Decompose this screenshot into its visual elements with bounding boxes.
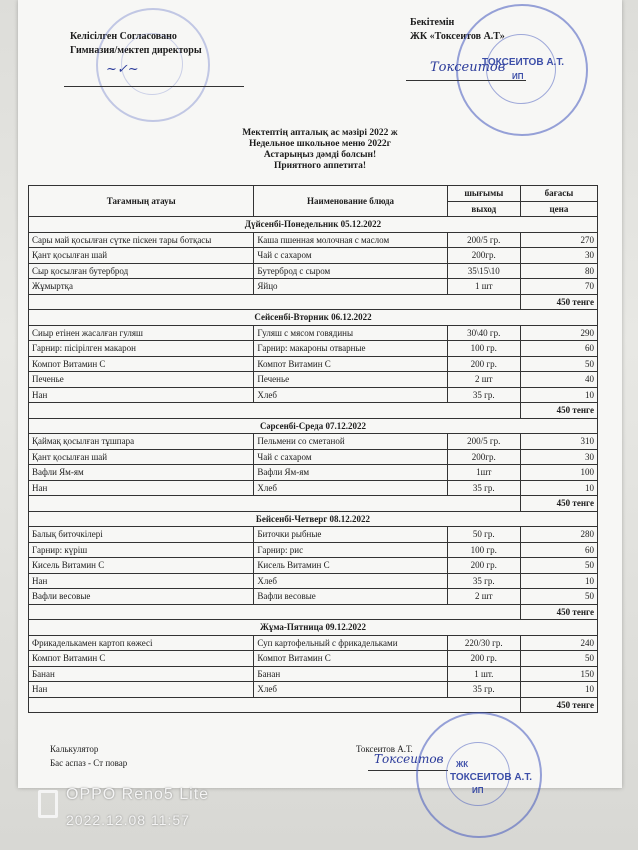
footer-stamp-small: ЖК xyxy=(456,760,469,769)
entrepreneur-label: ЖК «Токсеитов А.Т» xyxy=(410,31,505,42)
table-row xyxy=(29,558,598,574)
dish-name-ru: Банан xyxy=(254,666,447,682)
dish-name-ru: Кисель Витамин С xyxy=(254,558,447,574)
day-total-row xyxy=(29,294,598,310)
table-row xyxy=(29,527,598,543)
day-title: Дүйсенбі-Понедельник 05.12.2022 xyxy=(29,217,598,233)
dish-output: 50 гр. xyxy=(447,527,520,543)
day-total: 450 тенге xyxy=(520,604,597,620)
dish-output: 2 шт xyxy=(447,372,520,388)
dish-name-kz: Вафли Ям-ям xyxy=(29,465,254,481)
dish-price: 50 xyxy=(520,558,597,574)
director-label: Гимназия/мектеп директоры xyxy=(70,45,202,56)
dish-name-kz: Печенье xyxy=(29,372,254,388)
day-total-row xyxy=(29,403,598,419)
approval-label: Келісілген Согласовано xyxy=(70,31,177,42)
dish-output: 1 шт. xyxy=(447,666,520,682)
dish-price: 80 xyxy=(520,263,597,279)
day-header-row xyxy=(29,620,598,636)
dish-name-kz: Нан xyxy=(29,573,254,589)
table-row xyxy=(29,372,598,388)
dish-price: 50 xyxy=(520,356,597,372)
total-spacer xyxy=(29,697,521,713)
dish-price: 70 xyxy=(520,279,597,295)
stamp-sub: ИП xyxy=(512,72,524,81)
day-header-row xyxy=(29,418,598,434)
table-row xyxy=(29,248,598,264)
dish-price: 10 xyxy=(520,682,597,698)
dish-name-kz: Жұмыртқа xyxy=(29,279,254,295)
dish-price: 30 xyxy=(520,248,597,264)
day-header-row xyxy=(29,217,598,233)
approve-label: Бекітемін xyxy=(410,17,455,28)
director-signature: ~✓~ xyxy=(106,62,139,77)
dish-price: 10 xyxy=(520,573,597,589)
footer-left xyxy=(50,742,127,770)
dish-output: 200гр. xyxy=(447,248,520,264)
dish-output: 1 шт xyxy=(447,279,520,295)
dish-output: 220/30 гр. xyxy=(447,635,520,651)
dish-output: 200гр. xyxy=(447,449,520,465)
dish-output: 1шт xyxy=(447,465,520,481)
dish-name-ru: Пельмени со сметаной xyxy=(254,434,447,450)
table-row xyxy=(29,449,598,465)
menu-table xyxy=(28,185,598,713)
dish-name-kz: Сары май қосылған сүтке піскен тары ботқасы xyxy=(29,232,254,248)
dish-name-kz: Сыр қосылған бутерброд xyxy=(29,263,254,279)
dish-output: 200 гр. xyxy=(447,558,520,574)
dish-output: 35 гр. xyxy=(447,387,520,403)
dish-price: 60 xyxy=(520,341,597,357)
table-row xyxy=(29,542,598,558)
dish-price: 270 xyxy=(520,232,597,248)
table-row xyxy=(29,325,598,341)
col-ru-header: Наименование блюда xyxy=(254,186,447,217)
dish-output: 35 гр. xyxy=(447,682,520,698)
dish-price: 280 xyxy=(520,527,597,543)
dish-name-kz: Нан xyxy=(29,387,254,403)
day-title: Сәрсенбі-Среда 07.12.2022 xyxy=(29,418,598,434)
dish-price: 30 xyxy=(520,449,597,465)
device-name: OPPO Reno5 Lite xyxy=(66,786,210,803)
dish-name-ru: Каша пшенная молочная с маслом xyxy=(254,232,447,248)
camera-logo-icon xyxy=(38,790,58,818)
day-header-row xyxy=(29,310,598,326)
table-row xyxy=(29,356,598,372)
dish-name-kz: Балық биточкілері xyxy=(29,527,254,543)
total-spacer xyxy=(29,496,521,512)
menu-body xyxy=(29,217,598,713)
dish-name-kz: Вафли весовые xyxy=(29,589,254,605)
title-ru: Недельное школьное меню 2022г xyxy=(249,139,391,149)
dish-name-kz: Компот Витамин С xyxy=(29,651,254,667)
day-title: Сейсенбі-Вторник 06.12.2022 xyxy=(29,310,598,326)
dish-name-kz: Гарнир: күріш xyxy=(29,542,254,558)
day-total-row xyxy=(29,496,598,512)
table-row xyxy=(29,341,598,357)
director-signature-line xyxy=(64,86,244,87)
day-total-row xyxy=(29,604,598,620)
col-output-header-kz: шығымы xyxy=(447,186,520,202)
appetite-ru: Приятного аппетита! xyxy=(273,161,366,171)
total-spacer xyxy=(29,604,521,620)
dish-output: 100 гр. xyxy=(447,341,520,357)
dish-name-ru: Компот Витамин С xyxy=(254,356,447,372)
dish-output: 30\40 гр. xyxy=(447,325,520,341)
dish-price: 290 xyxy=(520,325,597,341)
dish-output: 2 шт xyxy=(447,589,520,605)
dish-name-ru: Яйцо xyxy=(254,279,447,295)
dish-name-ru: Вафли Ям-ям xyxy=(254,465,447,481)
table-row xyxy=(29,666,598,682)
total-spacer xyxy=(29,403,521,419)
dish-output: 100 гр. xyxy=(447,542,520,558)
dish-price: 50 xyxy=(520,589,597,605)
day-header-row xyxy=(29,511,598,527)
table-row xyxy=(29,434,598,450)
day-total: 450 тенге xyxy=(520,403,597,419)
chef-label: Бас аспаз - Ст повар xyxy=(50,758,128,768)
col-price-header-kz: бағасы xyxy=(520,186,597,202)
capture-datetime: 2022.12.08 11:57 xyxy=(66,812,190,828)
day-total-row xyxy=(29,697,598,713)
dish-name-kz: Қаймақ қосылған тұшпара xyxy=(29,434,254,450)
dish-name-kz: Банан xyxy=(29,666,254,682)
dish-name-ru: Хлеб xyxy=(254,387,447,403)
table-row xyxy=(29,635,598,651)
day-title: Жұма-Пятница 09.12.2022 xyxy=(29,620,598,636)
dish-price: 60 xyxy=(520,542,597,558)
footer-stamp-name: ТОКСЕИТОВ А.Т. xyxy=(450,772,533,783)
day-total: 450 тенге xyxy=(520,496,597,512)
table-header-row-top xyxy=(29,186,598,202)
dish-price: 240 xyxy=(520,635,597,651)
table-row xyxy=(29,573,598,589)
table-row xyxy=(29,387,598,403)
col-output-header-ru: выход xyxy=(447,201,520,217)
dish-name-ru: Биточки рыбные xyxy=(254,527,447,543)
col-kz-header: Тағамның атауы xyxy=(29,186,254,217)
dish-price: 150 xyxy=(520,666,597,682)
col-price-header-ru: цена xyxy=(520,201,597,217)
dish-name-kz: Сиыр етінен жасалған гуляш xyxy=(29,325,254,341)
dish-name-kz: Фрикаделькамен картоп көжесі xyxy=(29,635,254,651)
table-row xyxy=(29,465,598,481)
footer-stamp-sub: ИП xyxy=(472,786,484,795)
dish-name-ru: Хлеб xyxy=(254,480,447,496)
table-row xyxy=(29,263,598,279)
dish-price: 100 xyxy=(520,465,597,481)
footer-right-name: Токсеитов А.Т. xyxy=(356,744,413,754)
footer-signature: Токсеитов xyxy=(374,752,444,766)
dish-name-kz: Кисель Витамин С xyxy=(29,558,254,574)
dish-name-ru: Вафли весовые xyxy=(254,589,447,605)
dish-name-kz: Гарнир: пісірілген макарон xyxy=(29,341,254,357)
dish-name-kz: Нан xyxy=(29,480,254,496)
dish-name-ru: Компот Витамин С xyxy=(254,651,447,667)
dish-price: 40 xyxy=(520,372,597,388)
stamp-name: ТОКСЕИТОВ А.Т. xyxy=(482,57,565,68)
appetite-kz: Астарыңыз дәмді болсын! xyxy=(263,150,377,160)
dish-output: 200/5 гр. xyxy=(447,434,520,450)
dish-name-kz: Қант қосылған шай xyxy=(29,248,254,264)
dish-name-ru: Суп картофельный с фрикадельками xyxy=(254,635,447,651)
approver-signature-line xyxy=(406,80,526,81)
dish-name-ru: Чай с сахаром xyxy=(254,248,447,264)
title-kz: Мектептің апталық ас мәзірі 2022 ж xyxy=(242,128,398,138)
dish-output: 35 гр. xyxy=(447,573,520,589)
table-row xyxy=(29,682,598,698)
table-row xyxy=(29,480,598,496)
approver-signature: Токсеитов xyxy=(430,60,506,75)
dish-price: 10 xyxy=(520,387,597,403)
day-total: 450 тенге xyxy=(520,294,597,310)
dish-price: 50 xyxy=(520,651,597,667)
total-spacer xyxy=(29,294,521,310)
dish-name-kz: Нан xyxy=(29,682,254,698)
dish-output: 35\15\10 xyxy=(447,263,520,279)
dish-output: 200 гр. xyxy=(447,356,520,372)
table-row xyxy=(29,232,598,248)
day-total: 450 тенге xyxy=(520,697,597,713)
day-title: Бейсенбі-Четверг 08.12.2022 xyxy=(29,511,598,527)
dish-name-kz: Компот Витамин С xyxy=(29,356,254,372)
dish-name-ru: Печенье xyxy=(254,372,447,388)
dish-name-ru: Гарнир: макароны отварные xyxy=(254,341,447,357)
dish-name-ru: Хлеб xyxy=(254,682,447,698)
dish-price: 10 xyxy=(520,480,597,496)
dish-output: 200 гр. xyxy=(447,651,520,667)
dish-name-kz: Қант қосылған шай xyxy=(29,449,254,465)
dish-name-ru: Бутерброд с сыром xyxy=(254,263,447,279)
dish-name-ru: Хлеб xyxy=(254,573,447,589)
dish-price: 310 xyxy=(520,434,597,450)
calculator-label: Калькулятор xyxy=(50,744,99,754)
table-row xyxy=(29,651,598,667)
dish-output: 200/5 гр. xyxy=(447,232,520,248)
table-row xyxy=(29,279,598,295)
dish-output: 35 гр. xyxy=(447,480,520,496)
dish-name-ru: Гарнир: рис xyxy=(254,542,447,558)
dish-name-ru: Чай с сахаром xyxy=(254,449,447,465)
table-row xyxy=(29,589,598,605)
dish-name-ru: Гуляш с мясом говядины xyxy=(254,325,447,341)
